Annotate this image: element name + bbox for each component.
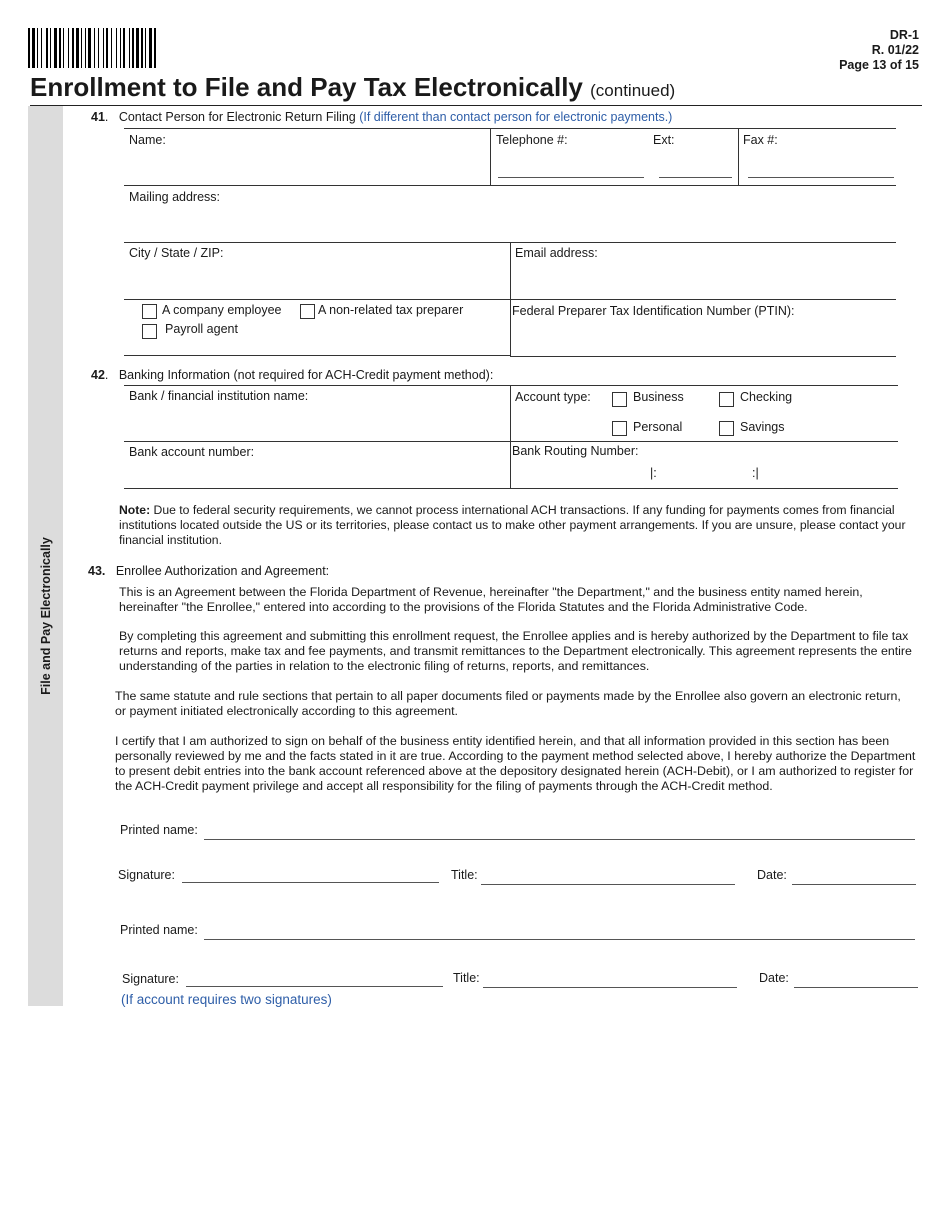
personal-label: Personal [633,420,683,434]
bank-account-number-field[interactable] [124,488,511,489]
bank-name-field[interactable] [124,441,898,442]
note-label: Note: [119,503,151,517]
title-label: Title: [453,971,480,985]
form-revision: R. 01/22 [871,43,919,57]
business-checkbox[interactable] [612,392,627,407]
printed-name-label: Printed name: [120,923,198,937]
non-related-preparer-label: A non-related tax preparer [318,303,464,317]
page-title-text: Enrollment to File and Pay Tax Electronically [30,72,583,102]
agreement-paragraph-2: By completing this agreement and submitting this enrollment request, the Enrollee applies and is hereby authorized by the Department to file tax returns and reports, make tax and fee payments, and transmit remittances to the Department electronically. This agreement represents the entire understanding of the parties in relation to the electronic filing of returns, reports, and remittances. [119,629,912,673]
savings-label: Savings [740,420,785,434]
form-code: DR-1 [889,28,919,42]
side-label: File and Pay Electronically [39,537,53,695]
email-address-label: Email address: [515,246,598,260]
section-42-heading: 42. Banking Information (not required for ACH-Credit payment method): [91,368,494,382]
payroll-agent-label: Payroll agent [165,322,238,336]
section-43-title: Enrollee Authorization and Agreement: [115,564,330,578]
form-identifier [839,28,919,73]
routing-mark-left: |: [650,466,657,480]
account-type-label: Account type: [515,390,591,404]
s41-divider [738,128,739,185]
ach-note [119,503,919,548]
agreement-paragraph-4: I certify that I am authorized to sign on behalf of the business entity identified herein, and that all information provided in this section has been personally reviewed by me and the facts stated in it are true. According to the payment method selected above, I hereby authorize the Department to present debit entries into the bank account referenced above at the depository designated herein (ACH-Debit), or I am authorized to register for the ACH-Credit payment privilege and accept all responsibility for the filing of payments through the ACH-Credit method. [115,734,916,793]
section-42-title: Banking Information (not required for ACH-Credit payment method): [118,368,494,382]
savings-checkbox[interactable] [719,421,734,436]
name-label: Name: [129,133,166,147]
s41-top-line [124,128,896,129]
section-41-heading: 41. Contact Person for Electronic Return Filing (If different than contact person for electronic payments.) [91,110,673,124]
agreement-paragraph-3: The same statute and rule sections that pertain to all paper documents filed or payments made by the Enrollee also govern an electronic return, or payment initiated electronically according to this agreement. [115,689,901,718]
ptin-field[interactable] [510,356,896,357]
mailing-address-label: Mailing address: [129,190,221,204]
checking-checkbox[interactable] [719,392,734,407]
business-label: Business [633,390,684,404]
payroll-agent-checkbox[interactable] [142,324,157,339]
section-43-number: 43. [88,564,106,578]
section-41-title: Contact Person for Electronic Return Filing [118,110,356,124]
title-label: Title: [451,868,478,882]
bank-name-label: Bank / financial institution name: [129,389,309,403]
fax-label: Fax #: [743,133,778,147]
printed-name-field-2[interactable] [204,939,915,940]
routing-mark-right: :| [752,466,759,480]
printed-name-field[interactable] [204,839,915,840]
note-text: Due to federal security requirements, we cannot process international ACH transactions. If any funding for payments comes from financial institutions located outside the US or its territories, please contact us to make other payment arrangements. If you are unsure, please contact your financial institution. [119,503,906,547]
section-41-number: 41 [91,110,105,124]
ext-label: Ext: [653,133,675,147]
date-field[interactable] [792,884,916,885]
page-number: Page 13 of 15 [839,58,919,72]
signature-label: Signature: [122,972,179,986]
city-state-zip-label: City / State / ZIP: [129,246,224,260]
date-label: Date: [759,971,789,985]
routing-number-field[interactable] [510,488,898,489]
title-field-2[interactable] [483,987,737,988]
s42-top-line [124,385,898,386]
bank-account-number-label: Bank account number: [129,445,255,459]
company-employee-checkbox[interactable] [142,304,157,319]
page-title-suffix: (continued) [590,81,676,100]
title-divider [30,105,922,106]
telephone-label: Telephone #: [496,133,568,147]
personal-checkbox[interactable] [612,421,627,436]
fax-field[interactable] [748,177,894,178]
routing-number-label: Bank Routing Number: [512,444,639,458]
section-43-heading [88,564,329,578]
non-related-preparer-checkbox[interactable] [300,304,315,319]
telephone-field[interactable] [498,177,644,178]
section-41-note: (If different than contact person for electronic payments.) [359,110,673,124]
ptin-label: Federal Preparer Tax Identification Number (PTIN): [512,304,795,318]
signature-label: Signature: [118,868,175,882]
section-42-number: 42 [91,368,105,382]
s41-line [124,185,491,186]
company-employee-label: A company employee [162,303,282,317]
signature-field[interactable] [182,882,439,883]
date-field-2[interactable] [794,987,918,988]
printed-name-label: Printed name: [120,823,198,837]
s41-bottom-line [124,355,511,356]
agreement-paragraph-1: This is an Agreement between the Florida Department of Revenue, hereinafter "the Department," and the business entity named herein, hereinafter "the Enrollee," entered into according to the provisions of the Florida Statutes and the Florida Administrative Code. [119,585,863,614]
date-label: Date: [757,868,787,882]
s42-divider [510,385,511,489]
s41-divider [490,128,491,185]
title-field[interactable] [481,884,735,885]
second-signature-note: (If account requires two signatures) [121,992,332,1007]
city-state-zip-field[interactable] [124,299,511,300]
page-title [30,72,675,103]
signature-field-2[interactable] [186,986,443,987]
checking-label: Checking [740,390,793,404]
s41-line [490,185,896,186]
ext-field[interactable] [659,177,732,178]
email-address-field[interactable] [510,299,896,300]
barcode [28,28,250,68]
